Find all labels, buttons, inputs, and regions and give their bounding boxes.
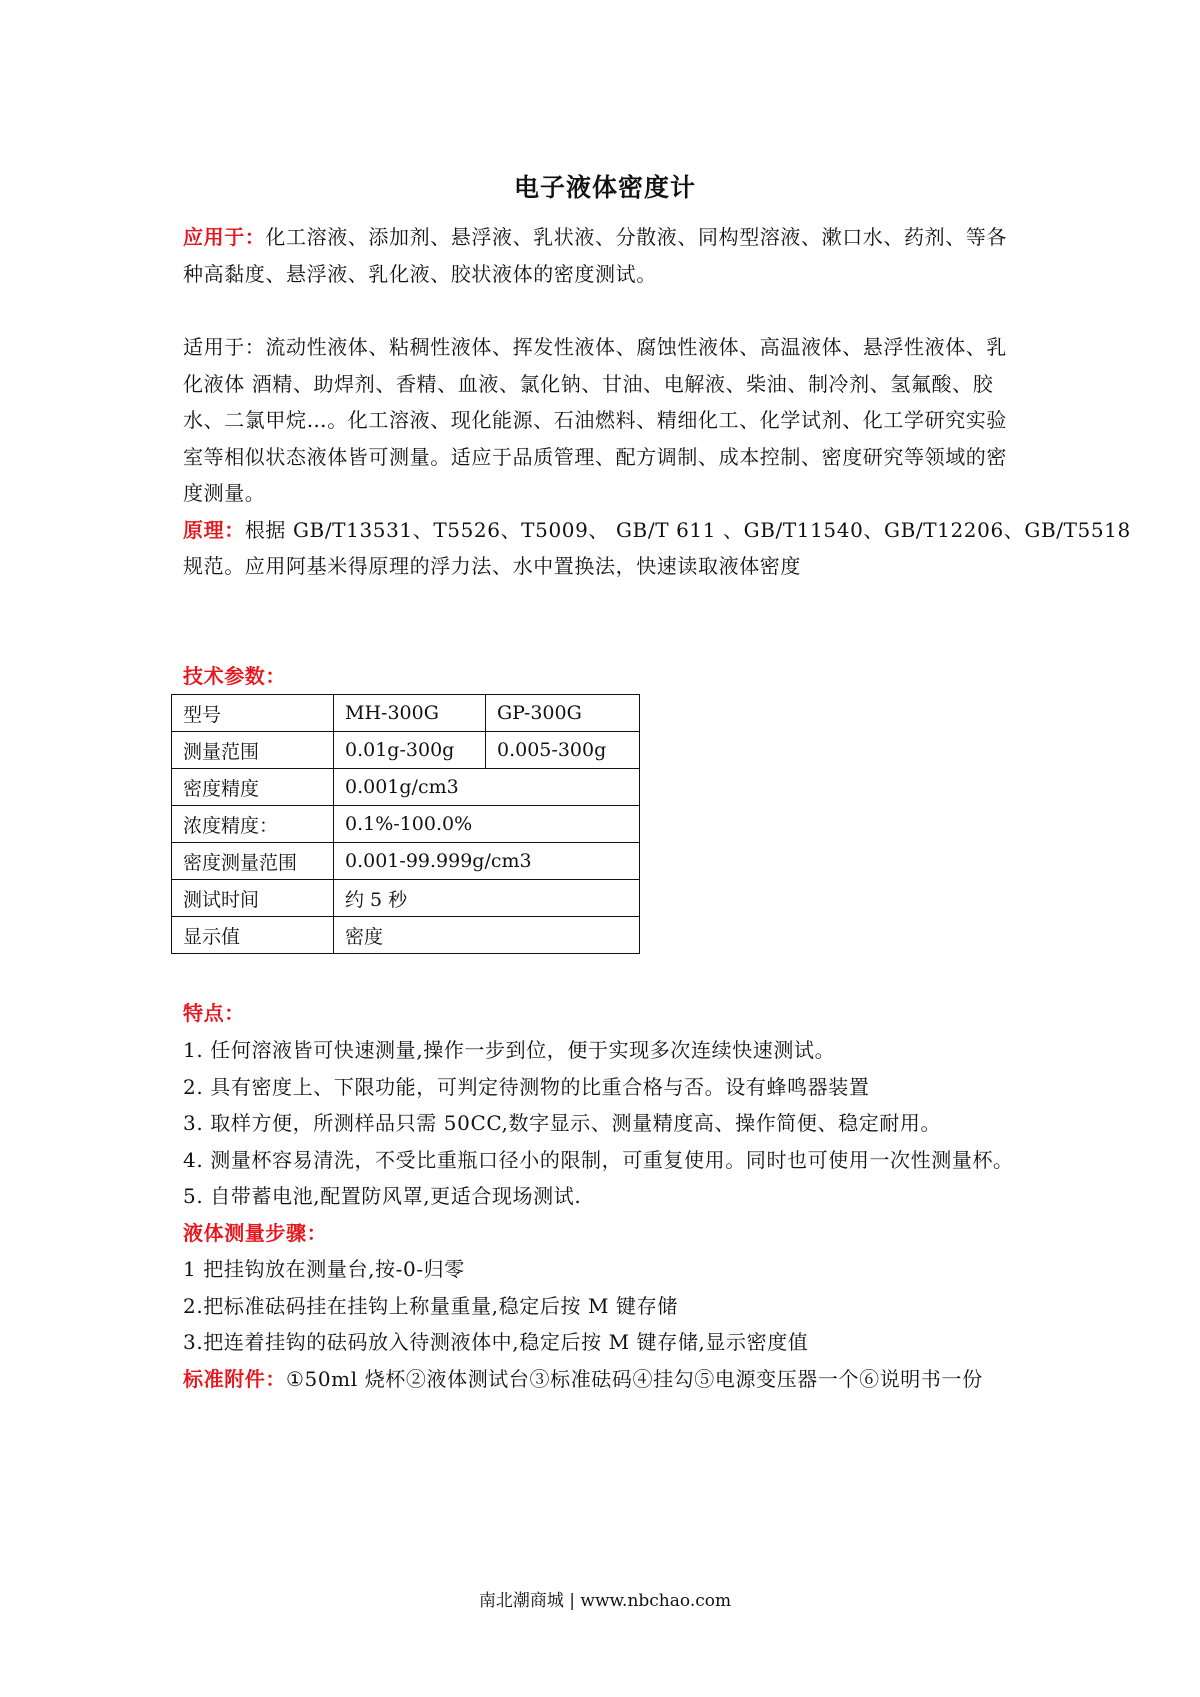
suitable-line: 水、二氯甲烷…。化工溶液、现化能源、石油燃料、精细化工、化学试剂、化工学研究实验 <box>183 408 1007 432</box>
specs-table <box>171 694 640 954</box>
suitable-line: 化液体 酒精、助焊剂、香精、血液、氯化钠、甘油、电解液、柴油、制冷剂、氢氟酸、胶 <box>183 372 994 396</box>
feature-item: 3. 取样方便，所测样品只需 50CC,数字显示、测量精度高、操作简便、稳定耐用。 <box>183 1111 942 1135</box>
suitable-line: 室等相似状态液体皆可测量。适应于品质管理、配方调制、成本控制、密度研究等领域的密 <box>183 445 1007 469</box>
table-row <box>172 806 640 843</box>
table-row <box>172 769 640 806</box>
application-label: 应用于： <box>183 225 266 249</box>
step-item: 3.把连着挂钩的砝码放入待测液体中,稳定后按 M 键存储,显示密度值 <box>183 1330 809 1354</box>
table-cell: 浓度精度： <box>172 806 334 843</box>
accessories-label: 标准附件： <box>183 1367 286 1391</box>
principle-line-1 <box>183 517 1131 543</box>
table-cell: 约 5 秒 <box>334 880 640 917</box>
table-cell: 测量范围 <box>172 732 334 769</box>
table-row <box>172 843 640 880</box>
suitable-line: 度测量。 <box>183 481 266 505</box>
table-cell: 型号 <box>172 695 334 732</box>
suitable-line: 适用于：流动性液体、粘稠性液体、挥发性液体、腐蚀性液体、高温液体、悬浮性液体、乳 <box>183 335 1007 359</box>
table-cell: 测试时间 <box>172 880 334 917</box>
table-cell: GP-300G <box>486 695 640 732</box>
table-cell: 0.001-99.999g/cm3 <box>334 843 640 880</box>
table-row <box>172 695 640 732</box>
principle-label: 原理： <box>183 518 245 542</box>
table-cell: 0.1%-100.0% <box>334 806 640 843</box>
table-cell: 密度 <box>334 917 640 954</box>
footer: 南北潮商城 | www.nbchao.com <box>478 1591 732 1611</box>
table-cell: 显示值 <box>172 917 334 954</box>
table-row <box>172 917 640 954</box>
table-cell: 0.005-300g <box>486 732 640 769</box>
feature-item: 1. 任何溶液皆可快速测量,操作一步到位，便于实现多次连续快速测试。 <box>183 1038 836 1062</box>
accessories-line <box>183 1366 983 1392</box>
step-item: 2.把标准砝码挂在挂钩上称量重量,稳定后按 M 键存储 <box>183 1294 678 1318</box>
application-line-2: 种高黏度、悬浮液、乳化液、胶状液体的密度测试。 <box>183 262 657 286</box>
accessories-text: ①50ml 烧杯②液体测试台③标准砝码④挂勾⑤电源变压器一个⑥说明书一份 <box>286 1367 983 1391</box>
table-row <box>172 880 640 917</box>
table-cell: MH-300G <box>334 695 486 732</box>
page-title: 电子液体密度计 <box>513 173 696 202</box>
steps-label: 液体测量步骤： <box>183 1221 328 1245</box>
features-label: 特点： <box>183 1001 245 1025</box>
feature-item: 4. 测量杯容易清洗，不受比重瓶口径小的限制，可重复使用。同时也可使用一次性测量杯。 <box>183 1148 1014 1172</box>
step-item: 1 把挂钩放在测量台,按-0-归零 <box>183 1257 465 1281</box>
specs-label: 技术参数： <box>183 664 286 688</box>
table-cell: 密度测量范围 <box>172 843 334 880</box>
principle-text: 根据 GB/T13531、T5526、T5009、 GB/T 611 、GB/T11540、GB/T12206、GB/T5518 <box>244 518 1131 542</box>
table-cell: 0.001g/cm3 <box>334 769 640 806</box>
application-line-1 <box>183 224 1007 250</box>
application-text: 化工溶液、添加剂、悬浮液、乳状液、分散液、同构型溶液、漱口水、药剂、等各 <box>265 225 1008 249</box>
principle-line-2: 规范。应用阿基米得原理的浮力法、水中置换法，快速读取液体密度 <box>183 554 801 578</box>
feature-item: 2. 具有密度上、下限功能，可判定待测物的比重合格与否。设有蜂鸣器装置 <box>183 1075 870 1099</box>
table-cell: 密度精度 <box>172 769 334 806</box>
table-row <box>172 732 640 769</box>
feature-item: 5. 自带蓄电池,配置防风罩,更适合现场测试. <box>183 1184 582 1208</box>
table-cell: 0.01g-300g <box>334 732 486 769</box>
